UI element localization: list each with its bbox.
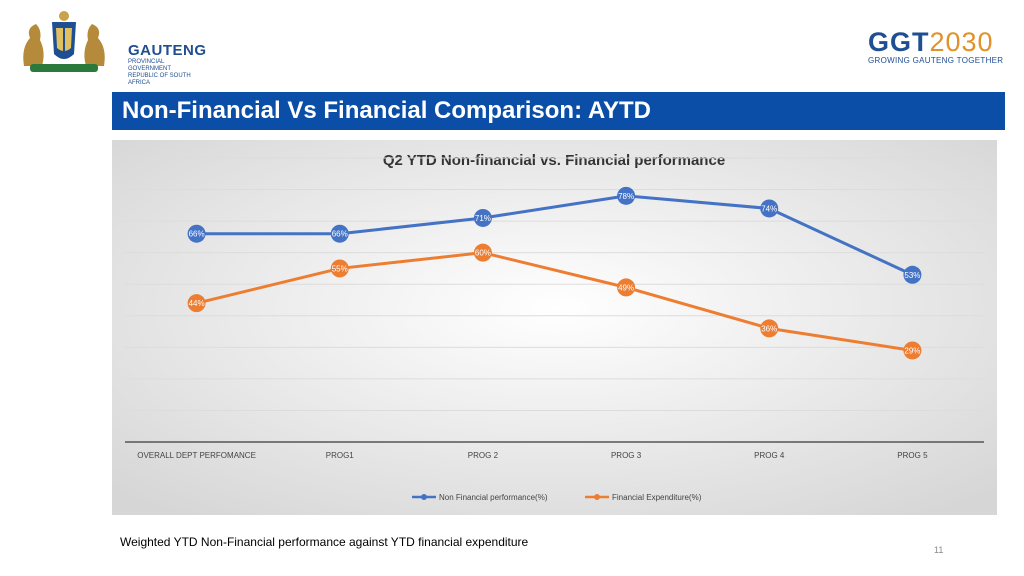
slide-caption: Weighted YTD Non-Financial performance against YTD financial expenditure bbox=[120, 535, 529, 549]
ggt2030-logo bbox=[868, 28, 1008, 65]
data-label: 60% bbox=[474, 248, 491, 258]
coat-of-arms-icon bbox=[16, 8, 111, 74]
data-label: 66% bbox=[188, 229, 205, 239]
legend-label: Financial Expenditure(%) bbox=[612, 493, 702, 502]
x-tick-label: PROG 2 bbox=[467, 451, 499, 460]
data-label: 44% bbox=[188, 299, 205, 309]
slide-title-bar bbox=[112, 92, 1005, 130]
line-chart bbox=[112, 140, 997, 515]
data-label: 36% bbox=[761, 324, 778, 334]
data-label: 71% bbox=[474, 213, 491, 223]
slide-title: Non-Financial Vs Financial Comparison: AYTD bbox=[122, 97, 651, 124]
org-sub2: REPUBLIC OF SOUTH AFRICA bbox=[128, 73, 191, 86]
legend-swatch-marker bbox=[594, 494, 600, 500]
legend-label: Non Financial performance(%) bbox=[439, 493, 548, 502]
data-label: 29% bbox=[904, 346, 921, 356]
x-tick-label: PROG1 bbox=[325, 451, 354, 460]
data-label: 66% bbox=[331, 229, 348, 239]
org-name: GAUTENG bbox=[128, 42, 207, 59]
brand-a: GGT bbox=[868, 27, 930, 57]
x-tick-label: PROG 5 bbox=[897, 451, 928, 460]
legend-swatch-marker bbox=[421, 494, 427, 500]
x-tick-label: PROG 3 bbox=[610, 451, 642, 460]
chart-title: Q2 YTD Non-financial vs. Financial performance bbox=[382, 152, 726, 169]
data-label: 74% bbox=[761, 204, 778, 214]
x-tick-label: OVERALL DEPT PERFOMANCE bbox=[137, 451, 256, 460]
brand-b: 2030 bbox=[929, 27, 994, 57]
org-sub1: PROVINCIAL GOVERNMENT bbox=[128, 59, 172, 72]
chart-svg bbox=[112, 140, 997, 515]
data-label: 53% bbox=[904, 270, 921, 280]
brand-tagline: GROWING GAUTENG TOGETHER bbox=[868, 56, 1004, 65]
x-tick-label: PROG 4 bbox=[754, 451, 785, 460]
gauteng-logo bbox=[16, 8, 207, 86]
page-number: 11 bbox=[934, 545, 944, 555]
data-label: 55% bbox=[331, 264, 348, 274]
data-label: 49% bbox=[618, 283, 635, 293]
data-label: 78% bbox=[618, 191, 635, 201]
